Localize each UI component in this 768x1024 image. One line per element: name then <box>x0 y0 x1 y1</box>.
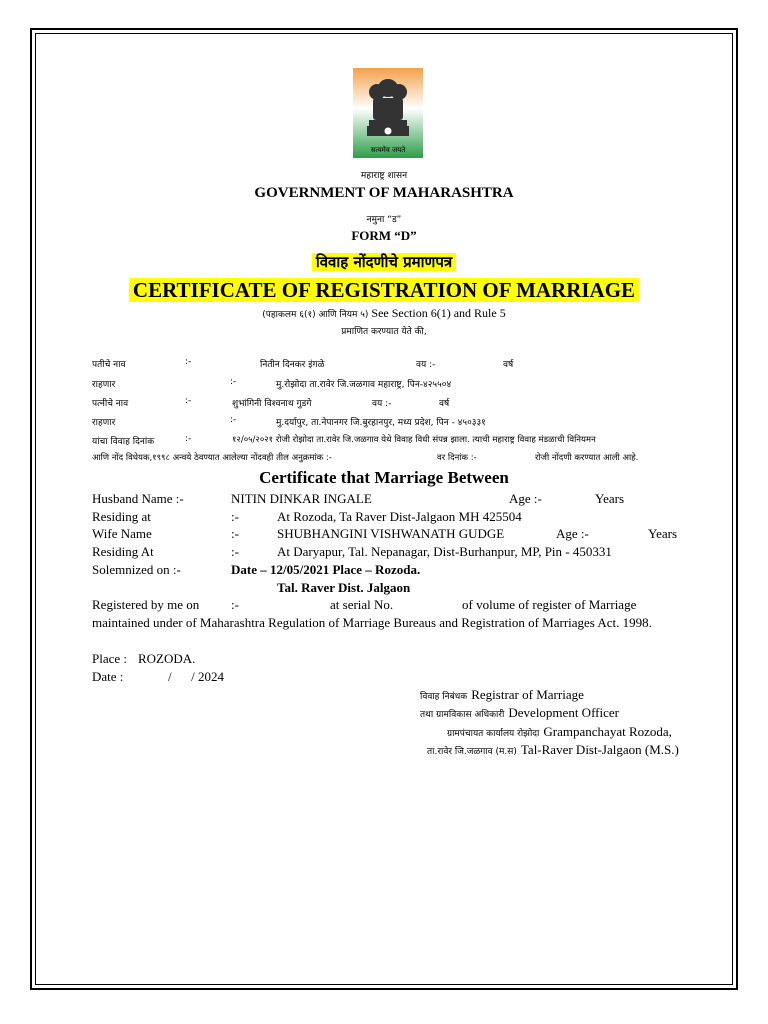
mr-sep: :- <box>230 415 237 425</box>
section-line <box>0 306 768 321</box>
en-wife-label: Wife Name <box>92 526 152 541</box>
mr-line2-c: रोजी नोंदणी करण्यात आली आहे. <box>535 453 639 463</box>
en-wife-name: SHUBHANGINI VISHWANATH GUDGE <box>277 526 505 541</box>
section-marathi: (पहाकलम ६(१) आणि नियम ५) <box>262 310 369 320</box>
sig-line-1 <box>420 686 584 704</box>
mr-wife-name: शुभांगिनी विश्वनाथ गुडगे <box>232 399 312 409</box>
en-date-value: / / 2024 <box>168 669 224 684</box>
title-english: CERTIFICATE OF REGISTRATION OF MARRIAGE <box>129 278 639 302</box>
emblem-motto: सत्यमेव जयते <box>370 146 406 154</box>
mr-residing-label: राहणार <box>92 418 116 428</box>
en-volume-text: of volume of register of Marriage <box>462 597 637 612</box>
mr-sep: :- <box>230 377 237 387</box>
state-emblem <box>353 68 423 158</box>
en-sep: :- <box>231 509 239 524</box>
mr-husband-label: पतीचे नाव <box>92 360 126 370</box>
en-solemnized-value-2: Tal. Raver Dist. Jalgaon <box>277 580 411 595</box>
sig-line-2-marathi: तथा ग्रामविकास अधिकारी <box>420 710 505 720</box>
mr-wife-label: पत्नीचे नाव <box>92 399 129 409</box>
en-residing-label: Residing at <box>92 509 151 524</box>
mr-age-label: वय :- <box>416 360 436 370</box>
mr-wife-address: मु.दर्यापुर, ता.नेपानगर जि.बुरहानपुर, मध्य प्रदेश, पिन - ४५०३३१ <box>276 418 486 428</box>
certified-line: प्रमाणित करण्यात येते की, <box>341 327 427 337</box>
en-husband-name: NITIN DINKAR INGALE <box>231 491 372 506</box>
sig-line-2-english: Development Officer <box>508 705 619 720</box>
en-solemnized-value-1: Date – 12/05/2021 Place – Rozoda. <box>231 562 421 577</box>
sig-line-2 <box>420 704 619 722</box>
form-english: FORM “D” <box>351 228 417 243</box>
en-serial-text: at serial No. <box>330 597 394 612</box>
en-years: Years <box>648 526 678 541</box>
sig-line-3 <box>447 723 672 741</box>
sig-line-4-english: Tal-Raver Dist-Jalgaon (M.S.) <box>520 742 679 757</box>
en-wife-address: At Daryapur, Tal. Nepanagar, Dist-Burhanpur, MP, Pin - 450331 <box>277 544 612 559</box>
mr-years: वर्ष <box>503 360 514 370</box>
en-sep: :- <box>231 526 239 541</box>
en-solemnized-label: Solemnized on :- <box>92 562 181 577</box>
en-place-label: Place : <box>92 651 128 666</box>
mr-age-label: वय :- <box>372 399 392 409</box>
en-age-label: Age :- <box>556 526 589 541</box>
gov-english: GOVERNMENT OF MAHARASHTRA <box>254 185 514 201</box>
en-sep: :- <box>231 597 239 612</box>
en-registered-label: Registered by me on <box>92 597 200 612</box>
mr-residing-label: राहणार <box>92 380 116 390</box>
en-husband-address: At Rozoda, Ta Raver Dist-Jalgaon MH 425504 <box>277 509 522 524</box>
sig-line-1-marathi: विवाह निबंधक <box>420 692 468 702</box>
en-age-label: Age :- <box>509 491 542 506</box>
en-place-value: ROZODA. <box>138 651 196 666</box>
mr-sep: :- <box>185 396 192 406</box>
en-heading: Certificate that Marriage Between <box>259 468 509 487</box>
mr-husband-name: नितीन दिनकर इंगळे <box>260 360 325 370</box>
mr-date-text: १२/०५/२०२१ रोजी रोझोदा ता.रावेर जि.जळगाव येथे विवाह विधी संपन्न झाला. त्याची महाराष्ट्र विवाह मंडळाची विनियमन <box>232 435 596 445</box>
mr-years: वर्ष <box>439 399 450 409</box>
sig-line-1-english: Registrar of Marriage <box>471 687 584 702</box>
sig-line-4-marathi: ता.रावेर जि.जळगाव (म.स) <box>427 747 517 757</box>
en-years: Years <box>595 491 625 506</box>
section-english: See Section 6(1) and Rule 5 <box>371 306 506 320</box>
mr-sep: :- <box>185 434 192 444</box>
sig-line-4 <box>427 741 679 759</box>
en-sep: :- <box>231 544 239 559</box>
en-husband-label: Husband Name :- <box>92 491 184 506</box>
title-marathi: विवाह नोंदणीचे प्रमाणपत्र <box>312 253 456 271</box>
mr-line2-a: आणि नोंद विधेयक,१९९८ अन्वये ठेवण्यात आलेल्या नोंदवही तील अनुक्रमांक :- <box>92 453 332 463</box>
mr-date-label: यांचा विवाह दिनांक <box>92 437 155 447</box>
mr-line2-b: वर दिनांक :- <box>437 453 477 463</box>
mr-sep: :- <box>185 357 192 367</box>
en-date-label: Date : <box>92 669 124 684</box>
sig-line-3-english: Grampanchayat Rozoda, <box>543 724 672 739</box>
form-marathi: नमुना “ड” <box>366 215 402 225</box>
mr-husband-address: मु.रोझोदा ता.रावेर जि.जळगाव महाराष्ट्र, पिन-४२५५०४ <box>276 380 452 390</box>
sig-line-3-marathi: ग्रामपंचायत कार्यालय रोझोदा <box>447 729 540 739</box>
en-residing-label-2: Residing At <box>92 544 154 559</box>
en-maintained-text: maintained under of Maharashtra Regulation of Marriage Bureaus and Registration of Marriages Act. 1998. <box>92 615 652 630</box>
gov-marathi: महाराष्ट्र शासन <box>360 171 408 181</box>
